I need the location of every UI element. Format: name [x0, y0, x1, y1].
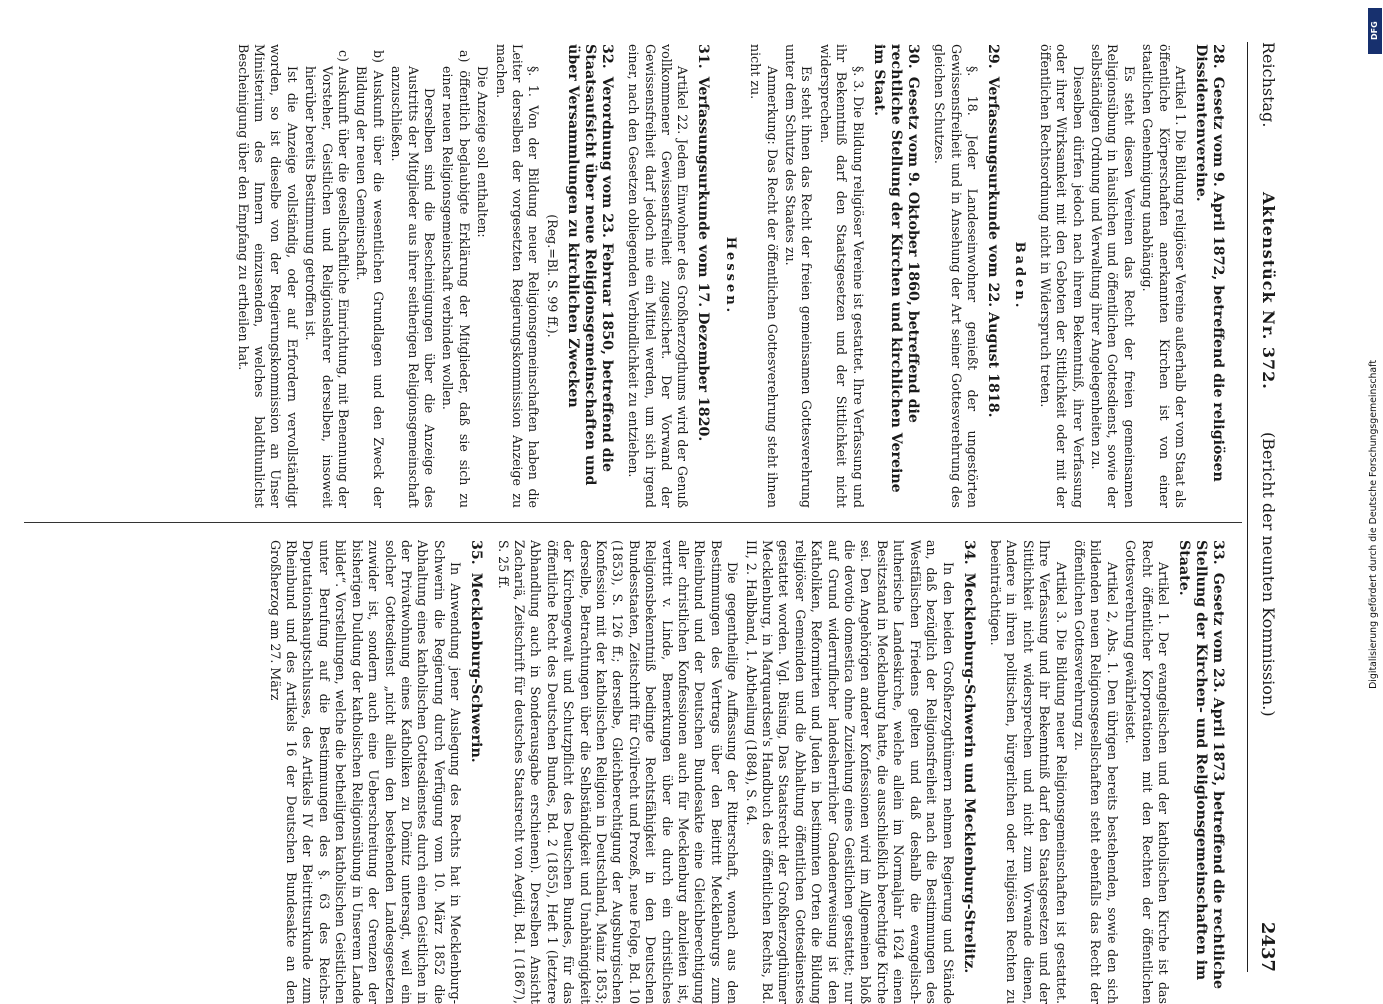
section-30-title: 30.Gesetz vom 9. Oktober 1860, betreffend die rechtliche Stellung der Kirchen und kirchlichen Vereine im Staat.	[870, 44, 921, 493]
section-29-paragraph: §. 18. Jeder Landeseinwohner genießt der ungestörten Gewissensfreiheit und in Ansehung der Art seiner Gottesverehrung des gleichen Schutzes.	[932, 44, 980, 508]
section-28-paragraph: Dieselben dürfen jedoch nach ihrem Bekenntniß, ihrer Verfassung oder ihrer Wirksamkeit mit den Geboten der Sittlichkeit oder mit der öffentlichen Rechtsordnung nicht in Widerspruch treten.	[1037, 44, 1086, 508]
section-30-paragraph: §. 3. Die Bildung religiöser Vereine ist gestattet. Ihre Verfassung und ihr Bekenntniß darf den Staatsgesetzen und der Sittlichkeit nicht widersprechen.	[817, 44, 866, 508]
section-31-title: 31.Verfassungsurkunde vom 17. Dezember 1820.	[695, 44, 712, 442]
page-number: 2437	[1257, 921, 1278, 972]
section-32-list-item: a) öffentlich beglaubigte Erklärung der Mitglieder, daß sie sich zu einer neuen Religionsgemeinschaft verbinden wollen.	[440, 50, 472, 508]
page-header	[1247, 42, 1282, 972]
section-30-note: Anmerkung: Das Recht der öffentlichen Gottesverehrung steht ihnen nicht zu.	[748, 44, 780, 508]
section-35-title: 35.Mecklenburg-Schwerin.	[468, 540, 485, 763]
section-32-paragraph: §. 1. Von der Bildung neuer Religionsgemeinschaften haben die Leiter derselben der vorgesetzten Regierungskommission Anzeige zu machen.	[493, 44, 542, 508]
left-column	[26, 44, 1236, 508]
section-35-paragraph: In Anwendung jener Auslegung des Rechts hat in Mecklenburg-Schwerin die Regierung durch Verfügung vom 10. März 1852 die Abhaltung eines katholischen Gottesdienstes durch einen Geistlichen in der Privatwohnung eines Katholiken zu Dömitz untersagt, weil ein solcher Gottesdienst „nicht allein den bestehenden Landesgesetzen zuwider ist, sondern auch eine Ueberschreitung der Grenzen der bisherigen Duldung der katholischen Religionsübung in Unserem Lande bildet“. Vorstellungen, welche die betheiligten katholischen Geistlichen unter Berufung auf die Bestimmungen des §. 63 des Reichs-Deputationshauptschlusses, des Artikels IV der Beitrittsurkunde zum Rheinbund und des Artikels 16 der Deutschen Bundesakte an den Großherzog am 27. März	[267, 540, 464, 1004]
section-30-paragraph: Es steht ihnen das Recht der freien gemeinsamen Gottesverehrung unter dem Schutze des Staates zu.	[783, 44, 815, 508]
section-32-list-item: b) Auskunft über die wesentlichen Grundlagen und den Zweck der Bildung der neuen Gemeinschaft.	[354, 50, 386, 508]
section-32-paragraph: Die Anzeige soll enthalten:	[475, 66, 491, 238]
section-33-title: 33.Gesetz vom 23. April 1873, betreffend die rechtliche Stellung der Kirchen- und Religionsgemeinschaften im Staate.	[1176, 540, 1226, 990]
section-33-paragraph: Artikel 3. Die Bildung neuer Religionsgemeinschaften ist gestattet. Ihre Verfassung und ihr Bekenntniß darf den Staatsgesetzen und der Sittlichkeit nicht widersprechen und nicht zum Vorwande dienen, Andere in ihren politischen, bürgerlichen oder religiösen Rechten zu beeinträchtigen.	[987, 540, 1069, 1004]
state-heading-hessen: Hessen.	[722, 236, 738, 316]
section-34-title: 34.Mecklenburg-Schwerin und Mecklenburg-Strelitz.	[960, 540, 977, 974]
column-divider	[24, 522, 1242, 523]
section-32-paragraph: Derselben sind die Bescheinigungen über die Anzeige des Austritts der Mitglieder aus ihrer seitherigen Religionsgemeinschaft anzuschließen.	[389, 66, 437, 508]
header-right: (Bericht der neunten Kommission.)	[1259, 432, 1278, 717]
section-28-title: 28.Gesetz vom 9. April 1872, betreffend die religiösen Dissidentenvereine.	[1193, 44, 1226, 482]
digitization-credit: Digitalisierung gefördert durch die Deutsche Forschungsgemeinschaft	[1368, 360, 1379, 689]
section-28-paragraph: Artikel 1. Die Bildung religiöser Vereine außerhalb der vom Staat als öffentliche Körperschaften anerkannten Kirchen ist von einer staatlichen Genehmigung unabhängig.	[1140, 44, 1188, 508]
section-29-title: 29.Verfassungsurkunde vom 22. August 1818.	[984, 44, 1001, 418]
section-32-list-item: c) Auskunft über die gesellschaftliche Einrichtung, mit Benennung der Vorsteher, Geistlichen und Religionslehrer derselben, insoweit hierüber bereits Bestimmung getroffen ist.	[303, 50, 351, 508]
section-33-paragraph: Artikel 2, Abs. 1. Den übrigen bereits bestehenden, sowie den sich bildenden neuen Religionsgesellschaften steht ebenfalls das Recht der öffentlichen Gottesverehrung zu.	[1071, 540, 1120, 1004]
document-page	[0, 12, 1300, 1004]
header-document-number: Aktenstück Nr. 372.	[1259, 192, 1278, 390]
right-column	[26, 540, 1236, 1004]
section-33-paragraph: Artikel 1. Der evangelischen und der katholischen Kirche ist das Recht öffentlicher Korporationen mit den Rechten der öffentlichen Gottesverehrung gewährleistet.	[1123, 540, 1171, 1004]
section-34-paragraph: Die gegentheilige Auffassung der Ritterschaft, wonach aus den Bestimmungen des Vertrags über den Beitritt Mecklenburgs zum Rheinbund und der Deutschen Bundesakte eine Gleichberechtigung aller christlichen Konfessionen auch für Mecklenburg abzuleiten ist, vertritt v. Linde, Bemerkungen über die durch ein christliches Religionsbekenntniß bedingte Rechtsfähigkeit in den Deutschen Bundesstaaten, Zeitschrift für Civilrecht und Prozeß, neue Folge, Bd. 10 (1853), S. 126 ff.; derselbe, Gleichberechtigung der Augsburgischen Konfession mit der katholischen Religion in Deutschland, Mainz 1853; derselbe, Betrachtungen über die Selbständigkeit und Unabhängigkeit der Kirchengewalt und Schutzpflicht des Deutschen Bundes, für das öffentliche Recht des Deutschen Bundes, Bd. 2 (1855), Heft 1 (letztere Abhandlung auch in Sonderausgabe erschienen). Derselben Ansicht Zachariä, Zeitschrift für deutsches Staatsrecht von Aegidi, Bd. I (1867), S. 25 ff.	[495, 540, 741, 1004]
section-32-title: 32.Verordnung vom 23. Februar 1850, betreffend die Staatsaufsicht über neue Religionsgemeinschaften und über Versammlungen zu kirchlichen Zwecken	[564, 44, 615, 486]
state-heading-baden: Baden.	[1012, 241, 1028, 311]
digitization-sidebar	[1367, 0, 1383, 1000]
section-28-paragraph: Es steht diesen Vereinen das Recht der freien gemeinsamen Religionsübung in häuslichen und öffentlichen Gottesdienst, sowie der selbständigen Ordnung und Verwaltung ihrer Angelegenheiten zu.	[1088, 44, 1137, 508]
dfg-logo: DFG	[1368, 8, 1382, 54]
section-34-paragraph: In den beiden Großherzogthümern nehmen Regierung und Stände an, daß bezüglich der Religionsfreiheit nach die Bestimmungen des Westfälischen Friedens gelten und daß deshalb die evangelisch-lutherische Landeskirche, welche allein im Normaljahr 1624 einen Besitzstand in Mecklenburg hatte, die ausschließlich berechtigte Kirche sei. Den Angehörigen anderer Konfessionen wird im Allgemeinen bloß die devotio domestica ohne Zuziehung eines Geistlichen gestattet; nur auf Grund widerruflicher landesherrlicher Gnadenerweisung ist den Katholiken, Reformirten und Juden in bestimmten Orten die Bildung religiöser Gemeinden und die Abhaltung öffentlichen Gottesdienstes gestattet worden. Vgl. Büsing, Das Staatsrecht der Großherzogthümer Mecklenburg, in Marquardsen's Handbuch des öffentlichen Rechts, Bd. III, 2. Halbband, 1. Abtheilung (1884), S. 64.	[743, 540, 956, 1004]
section-32-reference: (Reg.=Bl. S. 99 ff.).	[544, 214, 560, 338]
header-left: Reichstag.	[1259, 42, 1278, 128]
section-32-paragraph: Ist die Anzeige vollständig, oder auf Erfordern vervollständigt worden, so ist dieselbe von der Regierungskommission an Unser Ministerium des Innern einzusenden, welches baldthunlichst Bescheinigung über den Empfang zu ertheilen hat.	[235, 44, 300, 508]
section-31-paragraph: Artikel 22. Jedem Einwohner des Großherzogthums wird der Genuß vollkommener Gewissensfreiheit zugesichert. Der Vorwand der Gewissensfreiheit darf jedoch nie ein Mittel werden, um sich irgend einer, nach den Gesetzen obliegenden Verbindlichkeit zu entziehen.	[626, 44, 691, 508]
